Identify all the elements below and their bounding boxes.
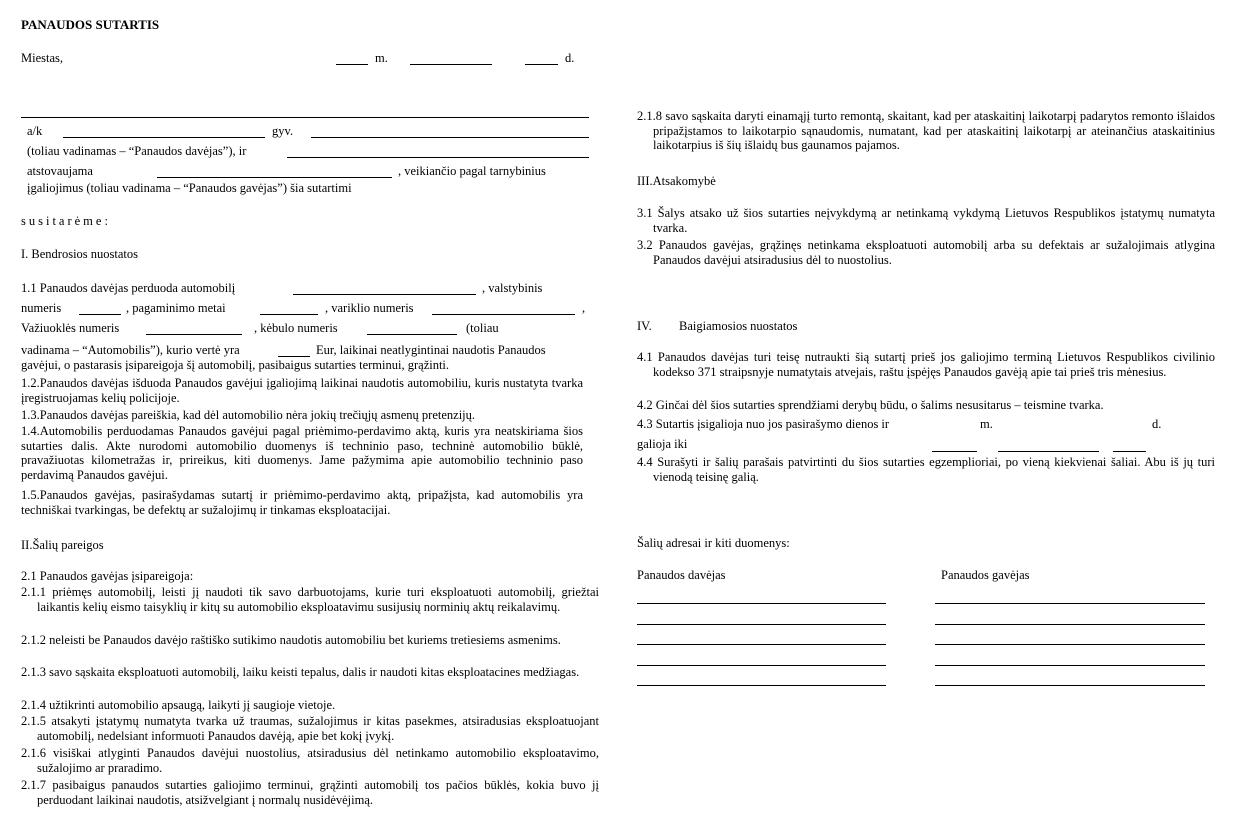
- left-line-4[interactable]: [637, 665, 886, 666]
- p43-a: 4.3 Sutartis įsigalioja nuo jos pasirašymo dienos ir: [637, 417, 890, 431]
- signature-left-label: Panaudos davėjas: [637, 568, 726, 582]
- p11-k: Eur, laikinai neatlygintinai naudotis Panaudos: [316, 343, 546, 357]
- left-line-2[interactable]: [637, 624, 886, 625]
- section4-num: IV.: [637, 319, 652, 333]
- section3-heading: III.Atsakomybė: [637, 174, 716, 188]
- engine-blank[interactable]: [432, 314, 575, 315]
- plate-blank[interactable]: [79, 314, 121, 315]
- right-line-1[interactable]: [935, 603, 1205, 604]
- chassis-blank[interactable]: [146, 334, 242, 335]
- p12: 1.2.Panaudos davėjas išduoda Panaudos gavėjui įgaliojimą laikinai naudotis automobiliu, kuris nustatyta tvarka įregistruojamas kelių policijoje.: [21, 376, 583, 405]
- section1-heading: I. Bendrosios nuostatos: [21, 247, 139, 261]
- right-line-5[interactable]: [935, 685, 1205, 686]
- ak-blank[interactable]: [63, 137, 265, 138]
- address-blank[interactable]: [311, 137, 589, 138]
- p31: 3.1 Šalys atsako už šios sutarties neįvykdymą ar netinkamą vykdymą Lietuvos Respublikos įstatymų numatyta tvarka.: [637, 206, 1215, 235]
- p213: 2.1.3 savo sąskaita eksploatuoti automobilį, laiku keisti tepalus, dalis ir naudoti kitas eksploatacines medžiagas.: [21, 665, 580, 679]
- parties-line2: (toliau vadinamas – “Panaudos davėjas”), ir: [27, 144, 247, 158]
- p217: 2.1.7 pasibaigus panaudos sutarties galiojimo terminui, grąžinti automobilį tos pačios būklės, kokia buvo jį perduodant laikinai naudotis, atsižvelgiant į normalų nusidėvėjimą.: [21, 778, 599, 807]
- p11-e: , variklio numeris: [325, 301, 414, 315]
- p11-h: , kėbulo numeris: [254, 321, 338, 335]
- p11-i: (toliau: [466, 321, 499, 335]
- p215: 2.1.5 atsakyti įstatymų numatyta tvarka už traumas, sužalojimus ir kitas pasekmes, atsiradusias eksploatuojant automobilį, nedelsiant informuoti Panaudos davėją, apie bet kokį įvykį.: [21, 714, 599, 743]
- year-made-blank[interactable]: [260, 314, 318, 315]
- signature-right-label: Panaudos gavėjas: [941, 568, 1030, 582]
- p11-j: vadinama – “Automobilis”), kurio vertė yra: [21, 343, 240, 357]
- veikiancio-label: , veikiančio pagal tarnybinius: [398, 164, 546, 178]
- p214: 2.1.4 užtikrinti automobilio apsaugą, laikyti jį saugioje vietoje.: [21, 698, 336, 712]
- right-line-4[interactable]: [935, 665, 1205, 666]
- section4-heading: Baigiamosios nuostatos: [679, 319, 798, 333]
- p41: 4.1 Panaudos davėjas turi teisę nutraukti šią sutartį prieš jos galiojimo terminą Lietuvos Respublikos civilinio kodekso 371 straipsnyje numatytais atvejais, raštu įspėjęs Panaudos gavėją apie tai prieš tris mėnesius.: [637, 350, 1215, 379]
- ak-label: a/k: [27, 124, 43, 138]
- p15: 1.5.Panaudos gavėjas, pasirašydamas sutartį ir priėmimo-perdavimo aktą, pripažįsta, kad automobilis yra techniškai tvarkingas, be defektų ar sužalojimų ir tinkamas eksploatacijai.: [21, 488, 583, 517]
- p43-d: d.: [1152, 417, 1162, 431]
- p42: 4.2 Ginčai dėl šios sutarties sprendžiami derybų būdu, o šalims nesusitarus – teismine tvarka.: [637, 398, 1104, 412]
- signatures-heading: Šalių adresai ir kiti duomenys:: [637, 536, 790, 550]
- valid-day-blank[interactable]: [1113, 451, 1146, 452]
- p43-b: galioja iki: [637, 437, 688, 451]
- p211: 2.1.1 priėmęs automobilį, leisti jį naudoti tik savo darbuotojams, kurie turi eksploatuoti automobilį, griežtai laikantis kelių eismo taisyklių ir kitų su automobilio eksploatavimu susijusių norminių aktų reikalavimų.: [21, 585, 599, 614]
- p212: 2.1.2 neleisti be Panaudos davėjo raštiško sutikimo naudotis automobiliu bet kuriems tretiesiems asmenims.: [21, 633, 561, 647]
- p11-g: Važiuoklės numeris: [21, 321, 120, 335]
- value-blank[interactable]: [278, 356, 310, 357]
- p11-a: 1.1 Panaudos davėjas perduoda automobilį: [21, 281, 236, 295]
- year-suffix: m.: [375, 51, 388, 65]
- city-label: Miestas,: [21, 51, 64, 65]
- p43-m: m.: [980, 417, 993, 431]
- valid-month-blank[interactable]: [998, 451, 1099, 452]
- parties-line4: įgaliojimus (toliau vadinama – “Panaudos gavėjas”) šia sutartimi: [27, 181, 352, 195]
- valid-year-blank[interactable]: [932, 451, 977, 452]
- atstovaujama-label: atstovaujama: [27, 164, 93, 178]
- p21: 2.1 Panaudos gavėjas įsipareigoja:: [21, 569, 194, 583]
- p11-l: gavėjui, o pastarasis įsipareigoja šį automobilį, pasibaigus sutarties terminui, grąžinti.: [21, 358, 450, 372]
- document-title: PANAUDOS SUTARTIS: [21, 17, 160, 32]
- left-line-1[interactable]: [637, 603, 886, 604]
- p11-d: , pagaminimo metai: [126, 301, 226, 315]
- day-suffix: d.: [565, 51, 575, 65]
- party-name-blank[interactable]: [21, 117, 589, 118]
- left-line-3[interactable]: [637, 644, 886, 645]
- month-blank[interactable]: [410, 64, 492, 65]
- section2-heading: II.Šalių pareigos: [21, 538, 104, 552]
- p14: 1.4.Automobilis perduodamas Panaudos gavėjui pagal priėmimo-perdavimo aktą, kuris yra neatskiriama šios sutarties dalis. Akte nurodomi automobilio duomenys iš techninio paso, techninė automobilio būklė, pravažiuotas kilometražas ir, prireikus, kiti duomenys. Jame pažymima apie automobilio techninio paso perdavimą Panaudos gavėjui.: [21, 424, 583, 482]
- receiver-blank[interactable]: [287, 157, 589, 158]
- day-blank[interactable]: [525, 64, 558, 65]
- representative-blank[interactable]: [157, 177, 392, 178]
- p13: 1.3.Panaudos davėjas pareiškia, kad dėl automobilio nėra jokių trečiųjų asmenų pretenzijų.: [21, 408, 476, 422]
- p216: 2.1.6 visiškai atlyginti Panaudos davėjui nuostolius, atsiradusius dėl netinkamo automobilio eksploatavimo, sužalojimo ar praradimo.: [21, 746, 599, 775]
- right-line-3[interactable]: [935, 644, 1205, 645]
- right-line-2[interactable]: [935, 624, 1205, 625]
- p11-c: numeris: [21, 301, 62, 315]
- left-line-5[interactable]: [637, 685, 886, 686]
- year-blank[interactable]: [336, 64, 368, 65]
- car-blank[interactable]: [293, 294, 476, 295]
- p11-b: , valstybinis: [482, 281, 543, 295]
- agreed-label: susitarėme:: [21, 214, 111, 228]
- p11-f: ,: [582, 301, 586, 315]
- p32: 3.2 Panaudos gavėjas, grąžinęs netinkama eksploatuoti automobilį arba su defektais ar sužalojimais atlygina Panaudos davėjui atsiradusius dėl to nuostolius.: [637, 238, 1215, 267]
- p44: 4.4 Surašyti ir šalių parašais patvirtinti du šios sutarties egzemplioriai, po vieną kiekvienai šaliai. Abu iš jų turi vienodą teisinę galią.: [637, 455, 1215, 484]
- p218: 2.1.8 savo sąskaita daryti einamąjį turto remontą, skaitant, kad per ataskaitinį laikotarpį padarytos remonto išlaidos pripažįstamos to laikotarpio sąnaudomis, numatant, kad per ataskaitinį laikotarpį ar ateinančius ataskaitinius laikotarpius iš šių išlaidų bus gaunamos pajamos.: [637, 109, 1215, 152]
- gyv-label: gyv.: [272, 124, 294, 138]
- body-blank[interactable]: [367, 334, 457, 335]
